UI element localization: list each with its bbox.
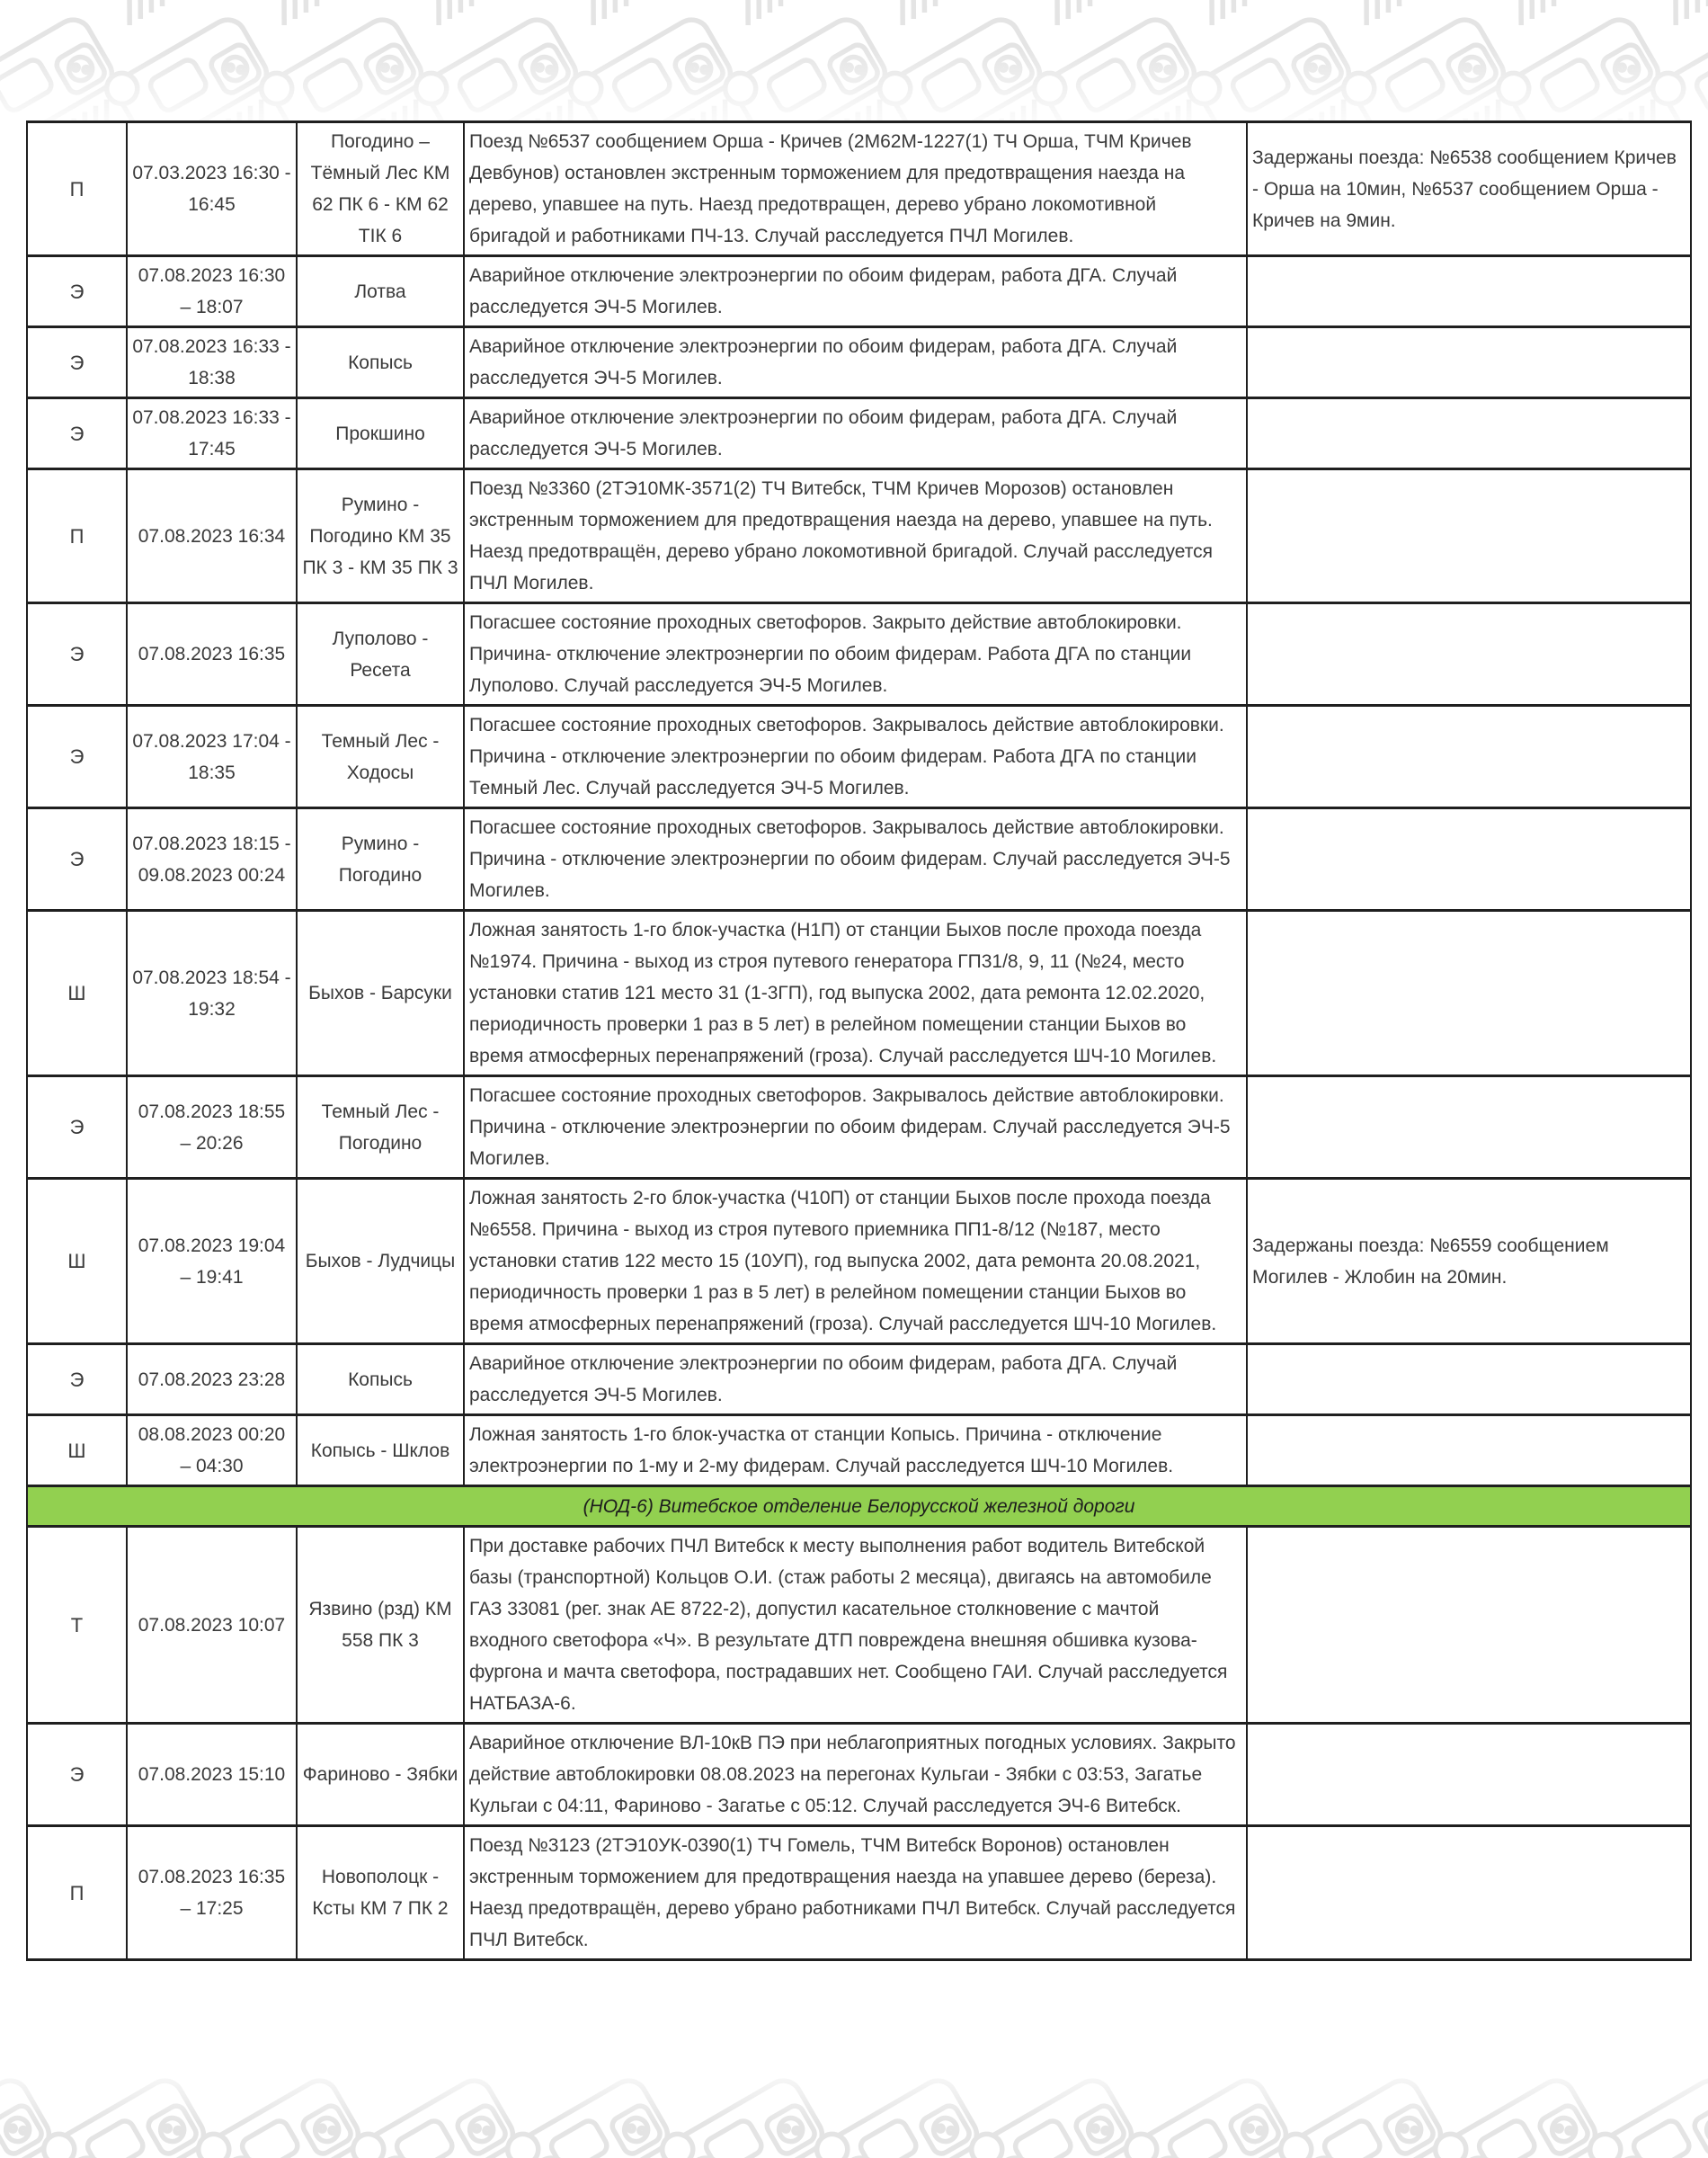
event-datetime: 07.08.2023 16:34 [127, 469, 297, 603]
event-datetime: 07.08.2023 16:35 – 17:25 [127, 1826, 297, 1960]
event-description: Аварийное отключение электроэнергии по обоим фидерам, работа ДГА. Случай расследуется ЭЧ-5 Могилев. [464, 1344, 1247, 1415]
event-delays [1247, 1826, 1691, 1960]
event-code: Э [27, 808, 127, 911]
event-code: Э [27, 256, 127, 327]
table-row [27, 1527, 1691, 1724]
event-datetime: 07.08.2023 18:55 – 20:26 [127, 1076, 297, 1179]
event-delays [1247, 808, 1691, 911]
event-description: Аварийное отключение электроэнергии по обоим фидерам, работа ДГА. Случай расследуется ЭЧ-5 Могилев. [464, 327, 1247, 398]
event-code: Т [27, 1527, 127, 1724]
event-datetime: 07.08.2023 18:54 - 19:32 [127, 911, 297, 1076]
event-code: Э [27, 398, 127, 469]
section-header-row [27, 1486, 1691, 1527]
event-location: Быхов - Барсуки [297, 911, 464, 1076]
event-description: Погасшее состояние проходных светофоров. Закрывалось действие автоблокировки. Причина - отключение электроэнергии по обоим фидерам. Случай расследуется ЭЧ-5 Могилев. [464, 1076, 1247, 1179]
event-description: Поезд №3123 (2ТЭ10УК-0390(1) ТЧ Гомель, ТЧМ Витебск Воронов) остановлен экстренным торможением для предотвращения наезда на упавшее дерево (береза). Наезд предотвращён, дерево убрано работниками ПЧЛ Витебск. Случай расследуется ПЧЛ Витебск. [464, 1826, 1247, 1960]
table-row [27, 122, 1691, 256]
event-datetime: 07.08.2023 16:33 - 17:45 [127, 398, 297, 469]
event-location: Копысь - Шклов [297, 1415, 464, 1486]
event-location: Язвино (рзд) КМ 558 ПК 3 [297, 1527, 464, 1724]
table-row [27, 1344, 1691, 1415]
event-description: Погасшее состояние проходных светофоров. Закрывалось действие автоблокировки. Причина - отключение электроэнергии по обоим фидерам. Работа ДГА по станции Темный Лес. Случай расследуется ЭЧ-5 Могилев. [464, 706, 1247, 808]
table-row [27, 469, 1691, 603]
event-datetime: 07.08.2023 16:33 - 18:38 [127, 327, 297, 398]
event-description: Аварийное отключение электроэнергии по обоим фидерам, работа ДГА. Случай расследуется ЭЧ-5 Могилев. [464, 398, 1247, 469]
event-description: Поезд №6537 сообщением Орша - Кричев (2М62М-1227(1) ТЧ Орша, ТЧМ Кричев Девбунов) остановлен экстренным торможением для предотвращения наезда на дерево, упавшее на путь. Наезд предотвращен, дерево убрано локомотивной бригадой и работниками ПЧ-13. Случай расследуется ПЧЛ Могилев. [464, 122, 1247, 256]
event-description: Ложная занятость 2-го блок-участка (Ч10П) от станции Быхов после прохода поезда №6558. Причина - выход из строя путевого приемника ПП1-8/12 (№187, место установки статив 122 место 15 (10УП), год выпуска 2002, дата ремонта 20.08.2021, периодичность проверки 1 раз в 5 лет) в релейном помещении станции Быхов во время атмосферных перенапряжений (гроза). Случай расследуется ШЧ-10 Могилев. [464, 1179, 1247, 1344]
event-delays [1247, 1415, 1691, 1486]
event-datetime: 07.08.2023 16:30 – 18:07 [127, 256, 297, 327]
event-location: Погодино – Тёмный Лес КМ 62 ПК 6 - КМ 62 ТІК 6 [297, 122, 464, 256]
event-description: Погасшее состояние проходных светофоров. Закрывалось действие автоблокировки. Причина - отключение электроэнергии по обоим фидерам. Случай расследуется ЭЧ-5 Могилев. [464, 808, 1247, 911]
table-row [27, 911, 1691, 1076]
table-row [27, 1179, 1691, 1344]
event-delays [1247, 1076, 1691, 1179]
event-location: Лотва [297, 256, 464, 327]
event-delays [1247, 398, 1691, 469]
event-code: Э [27, 327, 127, 398]
event-location: Румино - Погодино КМ 35 ПК 3 - КМ 35 ПК 3 [297, 469, 464, 603]
event-description: Аварийное отключение ВЛ-10кВ ПЭ при неблагоприятных погодных условиях. Закрыто действие автоблокировки 08.08.2023 на перегонах Кульгаи - Зябки с 03:53, Загатье Кульгаи с 04:11, Фариново - Загатье с 05:12. Случай расследуется ЭЧ-6 Витебск. [464, 1724, 1247, 1826]
event-code: Ш [27, 911, 127, 1076]
table-row [27, 398, 1691, 469]
event-code: Э [27, 1724, 127, 1826]
event-description: Поезд №3360 (2ТЭ10МК-3571(2) ТЧ Витебск, ТЧМ Кричев Морозов) остановлен экстренным торможением для предотвращения наезда на дерево, упавшее на путь. Наезд предотвращён, дерево убрано локомотивной бригадой. Случай расследуется ПЧЛ Могилев. [464, 469, 1247, 603]
event-location: Темный Лес - Ходосы [297, 706, 464, 808]
table-row [27, 706, 1691, 808]
event-description: При доставке рабочих ПЧЛ Витебск к месту выполнения работ водитель Витебской базы (транспортной) Кольцов О.И. (стаж работы 2 месяца), двигаясь на автомобиле ГАЗ 33081 (рег. знак АЕ 8722-2), допустил касательное столкновение с мачтой входного светофора «Ч». В результате ДТП повреждена внешняя обшивка кузова-фургона и мачта светофора, пострадавших нет. Сообщено ГАИ. Случай расследуется НАТБАЗА-6. [464, 1527, 1247, 1724]
event-location: Копысь [297, 327, 464, 398]
event-description: Ложная занятость 1-го блок-участка от станции Копысь. Причина - отключение электроэнергии по 1-му и 2-му фидерам. Случай расследуется ШЧ-10 Могилев. [464, 1415, 1247, 1486]
event-delays [1247, 469, 1691, 603]
event-delays [1247, 603, 1691, 706]
section-header: (НОД-6) Витебское отделение Белорусской железной дороги [27, 1486, 1691, 1527]
event-code: Э [27, 1076, 127, 1179]
event-code: П [27, 469, 127, 603]
event-delays: Задержаны поезда: №6559 сообщением Могилев - Жлобин на 20мин. [1247, 1179, 1691, 1344]
incident-report-table [26, 120, 1692, 1961]
event-datetime: 07.08.2023 19:04 – 19:41 [127, 1179, 297, 1344]
background-pattern-bottom [0, 2057, 1708, 2158]
event-delays [1247, 706, 1691, 808]
table-row [27, 1415, 1691, 1486]
event-delays [1247, 327, 1691, 398]
event-code: Ш [27, 1179, 127, 1344]
event-datetime: 07.08.2023 18:15 - 09.08.2023 00:24 [127, 808, 297, 911]
table-row [27, 808, 1691, 911]
event-delays [1247, 1527, 1691, 1724]
event-delays [1247, 911, 1691, 1076]
event-delays: Задержаны поезда: №6538 сообщением Кричев - Орша на 10мин, №6537 сообщением Орша - Кричев на 9мин. [1247, 122, 1691, 256]
event-code: П [27, 1826, 127, 1960]
event-datetime: 07.08.2023 16:35 [127, 603, 297, 706]
event-code: Ш [27, 1415, 127, 1486]
event-description: Аварийное отключение электроэнергии по обоим фидерам, работа ДГА. Случай расследуется ЭЧ-5 Могилев. [464, 256, 1247, 327]
event-description: Погасшее состояние проходных светофоров. Закрыто действие автоблокировки. Причина- отключение электроэнергии по обоим фидерам. Работа ДГА по станции Луполово. Случай расследуется ЭЧ-5 Могилев. [464, 603, 1247, 706]
event-code: Э [27, 706, 127, 808]
event-datetime: 07.08.2023 23:28 [127, 1344, 297, 1415]
table-row [27, 327, 1691, 398]
table-row [27, 256, 1691, 327]
event-location: Фариново - Зябки [297, 1724, 464, 1826]
event-location: Луполово - Ресета [297, 603, 464, 706]
event-datetime: 07.08.2023 10:07 [127, 1527, 297, 1724]
event-datetime: 08.08.2023 00:20 – 04:30 [127, 1415, 297, 1486]
event-location: Прокшино [297, 398, 464, 469]
table-row [27, 603, 1691, 706]
table-row [27, 1076, 1691, 1179]
event-location: Копысь [297, 1344, 464, 1415]
event-delays [1247, 1344, 1691, 1415]
event-delays [1247, 256, 1691, 327]
event-location: Темный Лес - Погодино [297, 1076, 464, 1179]
event-description: Ложная занятость 1-го блок-участка (Н1П) от станции Быхов после прохода поезда №1974. Причина - выход из строя путевого генератора ГП31/8, 9, 11 (№24, место установки статив 121 место 31 (1-3ГП), год выпуска 2002, дата ремонта 12.02.2020, периодичность проверки 1 раз в 5 лет) в релейном помещении станции Быхов во время атмосферных перенапряжений (гроза). Случай расследуется ШЧ-10 Могилев. [464, 911, 1247, 1076]
table-row [27, 1724, 1691, 1826]
event-location: Быхов - Лудчицы [297, 1179, 464, 1344]
background-pattern-top [0, 0, 1708, 135]
event-delays [1247, 1724, 1691, 1826]
table-row [27, 1826, 1691, 1960]
event-code: П [27, 122, 127, 256]
incident-table-body [27, 122, 1691, 1960]
event-datetime: 07.08.2023 15:10 [127, 1724, 297, 1826]
event-location: Румино - Погодино [297, 808, 464, 911]
event-location: Новополоцк - Ксты КМ 7 ПК 2 [297, 1826, 464, 1960]
event-code: Э [27, 1344, 127, 1415]
event-datetime: 07.03.2023 16:30 - 16:45 [127, 122, 297, 256]
event-code: Э [27, 603, 127, 706]
event-datetime: 07.08.2023 17:04 - 18:35 [127, 706, 297, 808]
